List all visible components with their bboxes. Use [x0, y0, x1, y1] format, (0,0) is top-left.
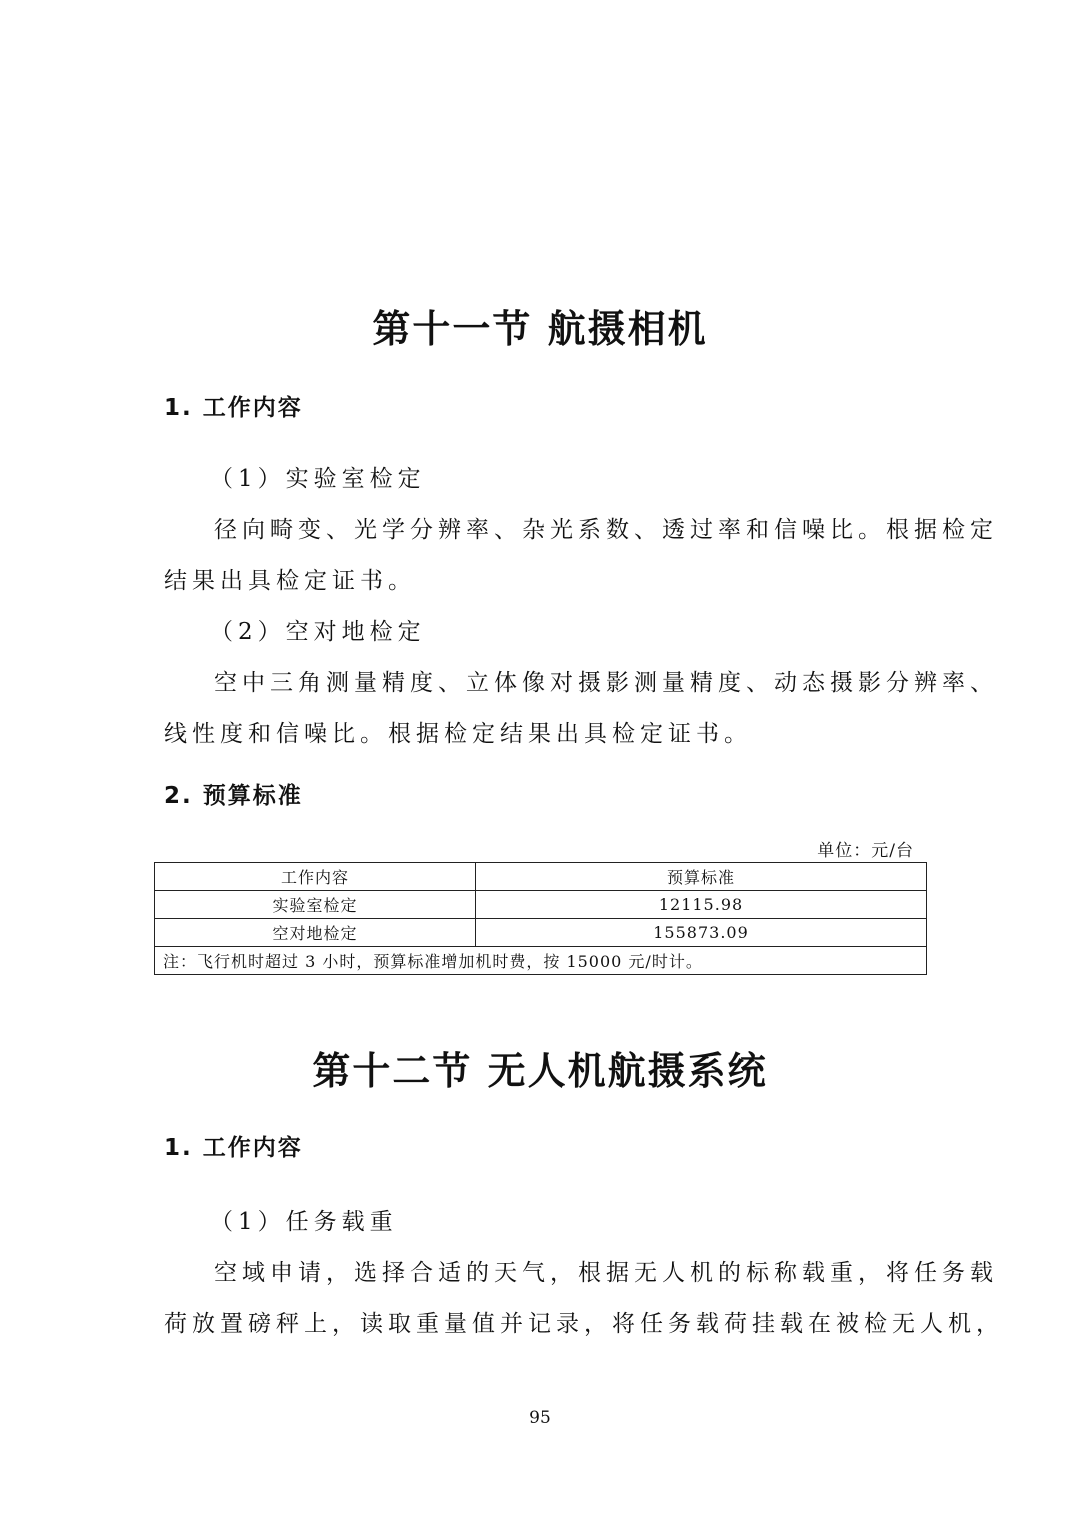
table-cell: 12115.98: [476, 891, 927, 919]
table-cell: 155873.09: [476, 919, 927, 947]
table-note: 注：飞行机时超过 3 小时，预算标准增加机时费，按 15000 元/时计。: [155, 947, 927, 975]
section-12-heading-work-content: 1. 工作内容: [164, 1135, 303, 1161]
section-12-item-1-text-line-1: 空域申请，选择合适的天气，根据无人机的标称载重，将任务载: [214, 1260, 998, 1286]
section-12-title: 第十二节 无人机航摄系统: [312, 1049, 768, 1093]
section-11-item-2-text-line-2: 线性度和信噪比。根据检定结果出具检定证书。: [164, 721, 752, 747]
section-12-item-1-text-line-2: 荷放置磅秤上，读取重量值并记录，将任务载荷挂载在被检无人机，: [164, 1311, 1004, 1337]
table-header-cell: 工作内容: [155, 863, 476, 891]
table-note-row: [155, 947, 927, 975]
table-cell: 空对地检定: [155, 919, 476, 947]
page-number: 95: [529, 1408, 551, 1428]
section-12-item-1-label: （1）任务载重: [210, 1209, 398, 1235]
table-row: [155, 891, 927, 919]
section-11-heading-budget: 2. 预算标准: [164, 783, 303, 809]
section-11-item-2-label: （2）空对地检定: [210, 619, 426, 645]
section-11-title: 第十一节 航摄相机: [372, 307, 708, 351]
section-11-heading-work-content: 1. 工作内容: [164, 395, 303, 421]
section-11-item-1-text-line-2: 结果出具检定证书。: [164, 568, 416, 594]
budget-table: [154, 862, 927, 975]
section-11-item-1-text-line-1: 径向畸变、光学分辨率、杂光系数、透过率和信噪比。根据检定: [214, 517, 998, 543]
section-11-item-1-label: （1）实验室检定: [210, 466, 426, 492]
table-header-cell: 预算标准: [476, 863, 927, 891]
table-row: [155, 919, 927, 947]
table-header-row: [155, 863, 927, 891]
table-unit-label: 单位：元/台: [817, 841, 914, 861]
table-cell: 实验室检定: [155, 891, 476, 919]
section-11-item-2-text-line-1: 空中三角测量精度、立体像对摄影测量精度、动态摄影分辨率、: [214, 670, 998, 696]
